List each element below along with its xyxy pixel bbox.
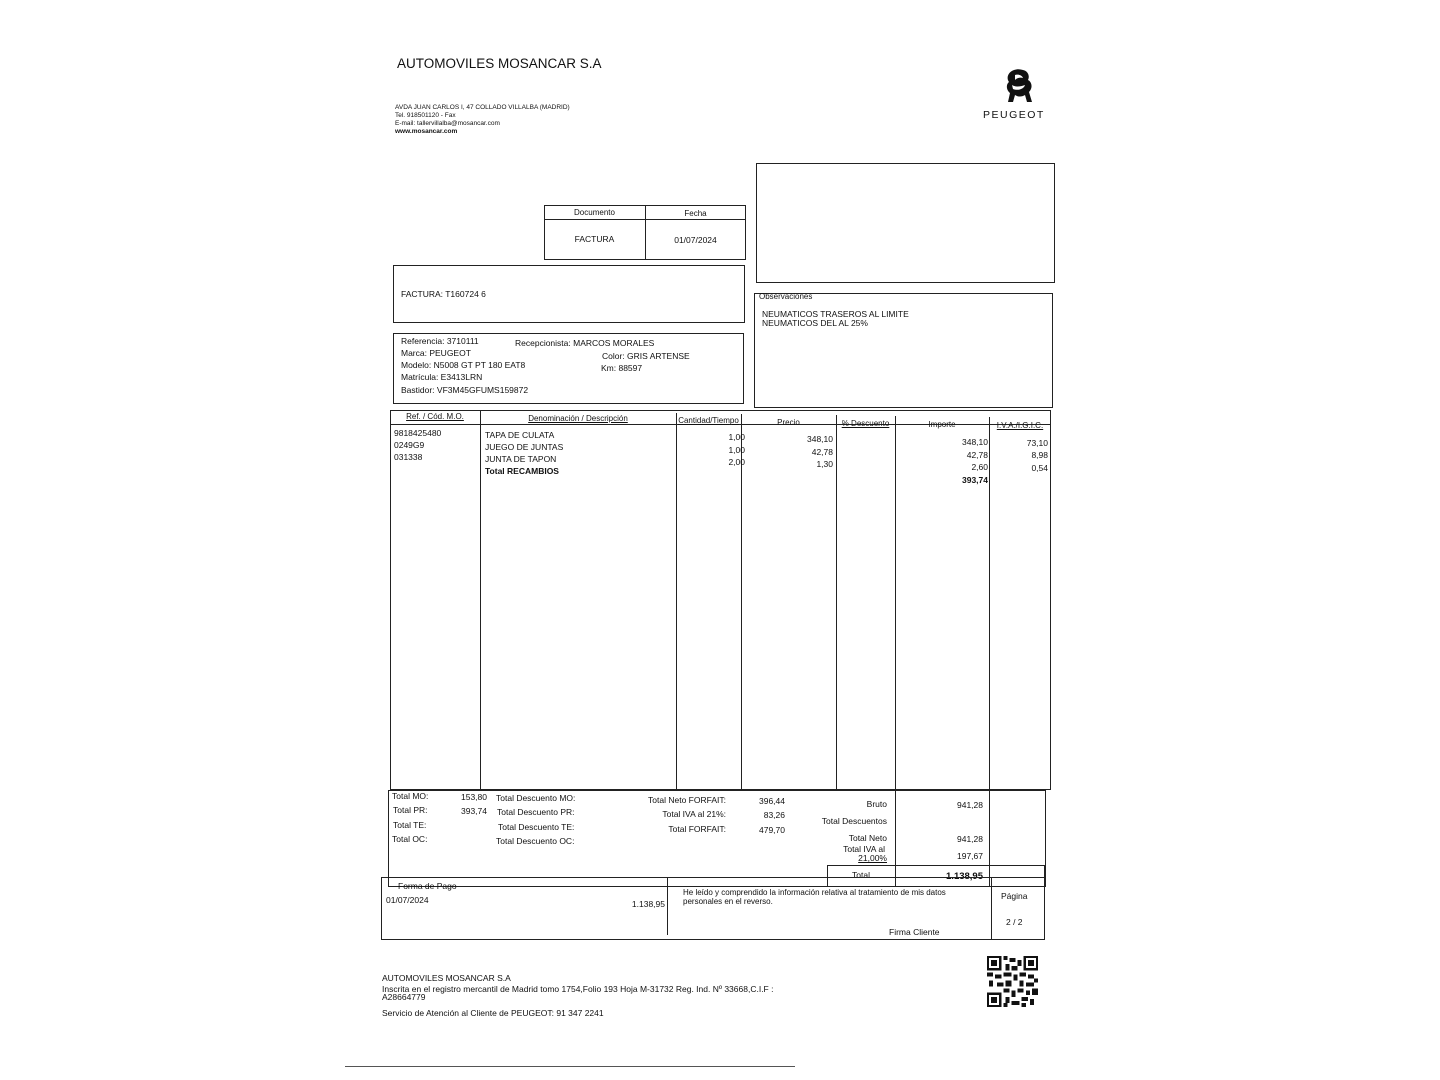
vehicle-color: Color: GRIS ARTENSE xyxy=(602,351,690,361)
vehicle-matricula: Matrícula: E3413LRN xyxy=(401,372,483,382)
table-row-0-price: 348,10 xyxy=(807,434,833,444)
footer-service: Servicio de Atención al Cliente de PEUGEOT: 91 347 2241 xyxy=(382,1008,604,1018)
vehicle-modelo: Modelo: N5008 GT PT 180 EAT8 xyxy=(401,360,526,370)
observations-line-1: NEUMATICOS TRASEROS AL LIMITE xyxy=(762,309,909,319)
payment-amount: 1.138,95 xyxy=(631,899,665,909)
vehicle-marca: Marca: PEUGEOT xyxy=(401,348,471,358)
total-iva21-value: 83,26 xyxy=(763,810,785,820)
address-box xyxy=(756,163,1055,283)
table-row-0-amount: 348,10 xyxy=(962,437,988,447)
company-phone: Tel. 918501120 - Fax xyxy=(395,112,456,119)
table-row-2-amount: 2,60 xyxy=(971,462,988,472)
company-web: www.mosancar.com xyxy=(395,128,458,135)
bruto-label: Bruto xyxy=(866,799,887,809)
col-header-qty: Cantidad/Tiempo xyxy=(678,416,739,425)
table-row-1-desc: JUEGO DE JUNTAS xyxy=(485,442,564,452)
total-pr-label: Total PR: xyxy=(393,805,428,815)
footer-company: AUTOMOVILES MOSANCAR S.A xyxy=(382,973,511,983)
total-mo-value: 153,80 xyxy=(461,792,487,802)
company-email: E-mail: tallervillalba@mosancar.com xyxy=(395,120,500,127)
table-row-2-ref: 031338 xyxy=(394,452,423,462)
observations-line-2: NEUMATICOS DEL AL 25% xyxy=(762,318,868,328)
total-desc-oc-label: Total Descuento OC: xyxy=(496,836,575,846)
invoice-number: FACTURA: T160724 6 xyxy=(401,289,486,299)
total-neto-forfait-label: Total Neto FORFAIT: xyxy=(648,795,726,805)
table-row-0-qty: 1,00 xyxy=(728,432,745,442)
payment-title: Forma de Pago xyxy=(398,881,457,891)
table-row-2-qty: 2,00 xyxy=(728,457,745,467)
table-row-1-ref: 0249G9 xyxy=(394,440,425,450)
total-mo-label: Total MO: xyxy=(392,791,429,801)
peugeot-lion-logo xyxy=(1000,66,1040,108)
footer-registry-1: Inscrita en el registro mercantil de Madrid tomo 1754,Folio 193 Hoja M-31732 Reg. Ind. Nº 33668,C.I.F : xyxy=(382,984,774,994)
brand-name: PEUGEOT xyxy=(983,109,1045,121)
col-header-price: Precio xyxy=(777,418,800,427)
col-header-amount: Importe xyxy=(928,420,956,429)
subtotal-value: 393,74 xyxy=(962,475,988,485)
table-row-0-desc: TAPA DE CULATA xyxy=(485,430,555,440)
vehicle-km: Km: 88597 xyxy=(601,363,643,373)
total-pr-value: 393,74 xyxy=(461,806,487,816)
col-header-discount: % Descuento xyxy=(841,419,890,428)
vehicle-referencia: Referencia: 3710111 xyxy=(401,336,479,346)
col-header-ref: Ref. / Cód. M.O. xyxy=(406,412,464,421)
table-row-0-ref: 9818425480 xyxy=(394,428,442,438)
total-te-label: Total TE: xyxy=(393,820,427,830)
table-row-1-amount: 42,78 xyxy=(966,450,988,460)
col-header-desc: Denominación / Descripción xyxy=(528,414,628,423)
total-neto-forfait-value: 396,44 xyxy=(759,796,785,806)
qr-code-icon xyxy=(987,956,1038,1007)
legal-line-2: personales en el reverso. xyxy=(683,897,773,906)
table-row-2-price: 1,30 xyxy=(816,459,833,469)
vehicle-recepcionista: Recepcionista: MARCOS MORALES xyxy=(515,338,655,348)
total-oc-label: Total OC: xyxy=(392,834,428,844)
company-address: AVDA JUAN CARLOS I, 47 COLLADO VILLALBA (MADRID) xyxy=(395,104,570,111)
signature-label: Firma Cliente xyxy=(889,927,940,937)
footer-registry-2: A28664779 xyxy=(382,992,426,1002)
company-name: AUTOMOVILES MOSANCAR S.A xyxy=(397,56,602,71)
total-iva21-label: Total IVA al 21%: xyxy=(662,809,726,819)
total-iva-value: 197,67 xyxy=(957,851,983,861)
total-forfait-value: 479,70 xyxy=(759,825,785,835)
grand-total-label: Total xyxy=(852,870,870,880)
observations-title: Observaciones xyxy=(759,292,813,301)
payment-date: 01/07/2024 xyxy=(386,895,429,905)
table-row-2-vat: 0,54 xyxy=(1031,463,1048,473)
table-row-0-vat: 73,10 xyxy=(1026,438,1048,448)
col-header-vat: I.V.A./I.G.I.C. xyxy=(996,421,1044,430)
total-iva-label-1: Total IVA al xyxy=(843,844,885,854)
total-iva-label-2: 21,00% xyxy=(858,853,887,863)
date-label: Fecha xyxy=(684,209,707,218)
total-neto-label: Total Neto xyxy=(848,833,887,843)
payment-box xyxy=(381,877,1045,940)
page-value: 2 / 2 xyxy=(1006,917,1023,927)
subtotal-label: Total RECAMBIOS xyxy=(485,466,559,476)
table-row-1-qty: 1,00 xyxy=(728,445,745,455)
page-label: Página xyxy=(1001,891,1028,901)
legal-line-1: He leído y comprendido la información relativa al tratamiento de mis datos xyxy=(683,888,946,897)
table-row-2-desc: JUNTA DE TAPON xyxy=(485,454,557,464)
document-value: FACTURA xyxy=(574,234,615,244)
grand-total-value: 1.138,95 xyxy=(946,871,983,882)
date-value: 01/07/2024 xyxy=(674,235,717,245)
total-neto-value: 941,28 xyxy=(957,834,983,844)
vehicle-bastidor: Bastidor: VF3M45GFUMS159872 xyxy=(401,385,529,395)
table-row-1-vat: 8,98 xyxy=(1031,450,1048,460)
total-forfait-label: Total FORFAIT: xyxy=(668,824,726,834)
total-desc-mo-label: Total Descuento MO: xyxy=(496,793,576,803)
table-row-1-price: 42,78 xyxy=(811,447,833,457)
bruto-value: 941,28 xyxy=(957,800,983,810)
total-desc-te-label: Total Descuento TE: xyxy=(498,822,575,832)
document-label: Documento xyxy=(574,208,615,217)
total-descuentos-label: Total Descuentos xyxy=(821,816,887,826)
total-desc-pr-label: Total Descuento PR: xyxy=(497,807,575,817)
